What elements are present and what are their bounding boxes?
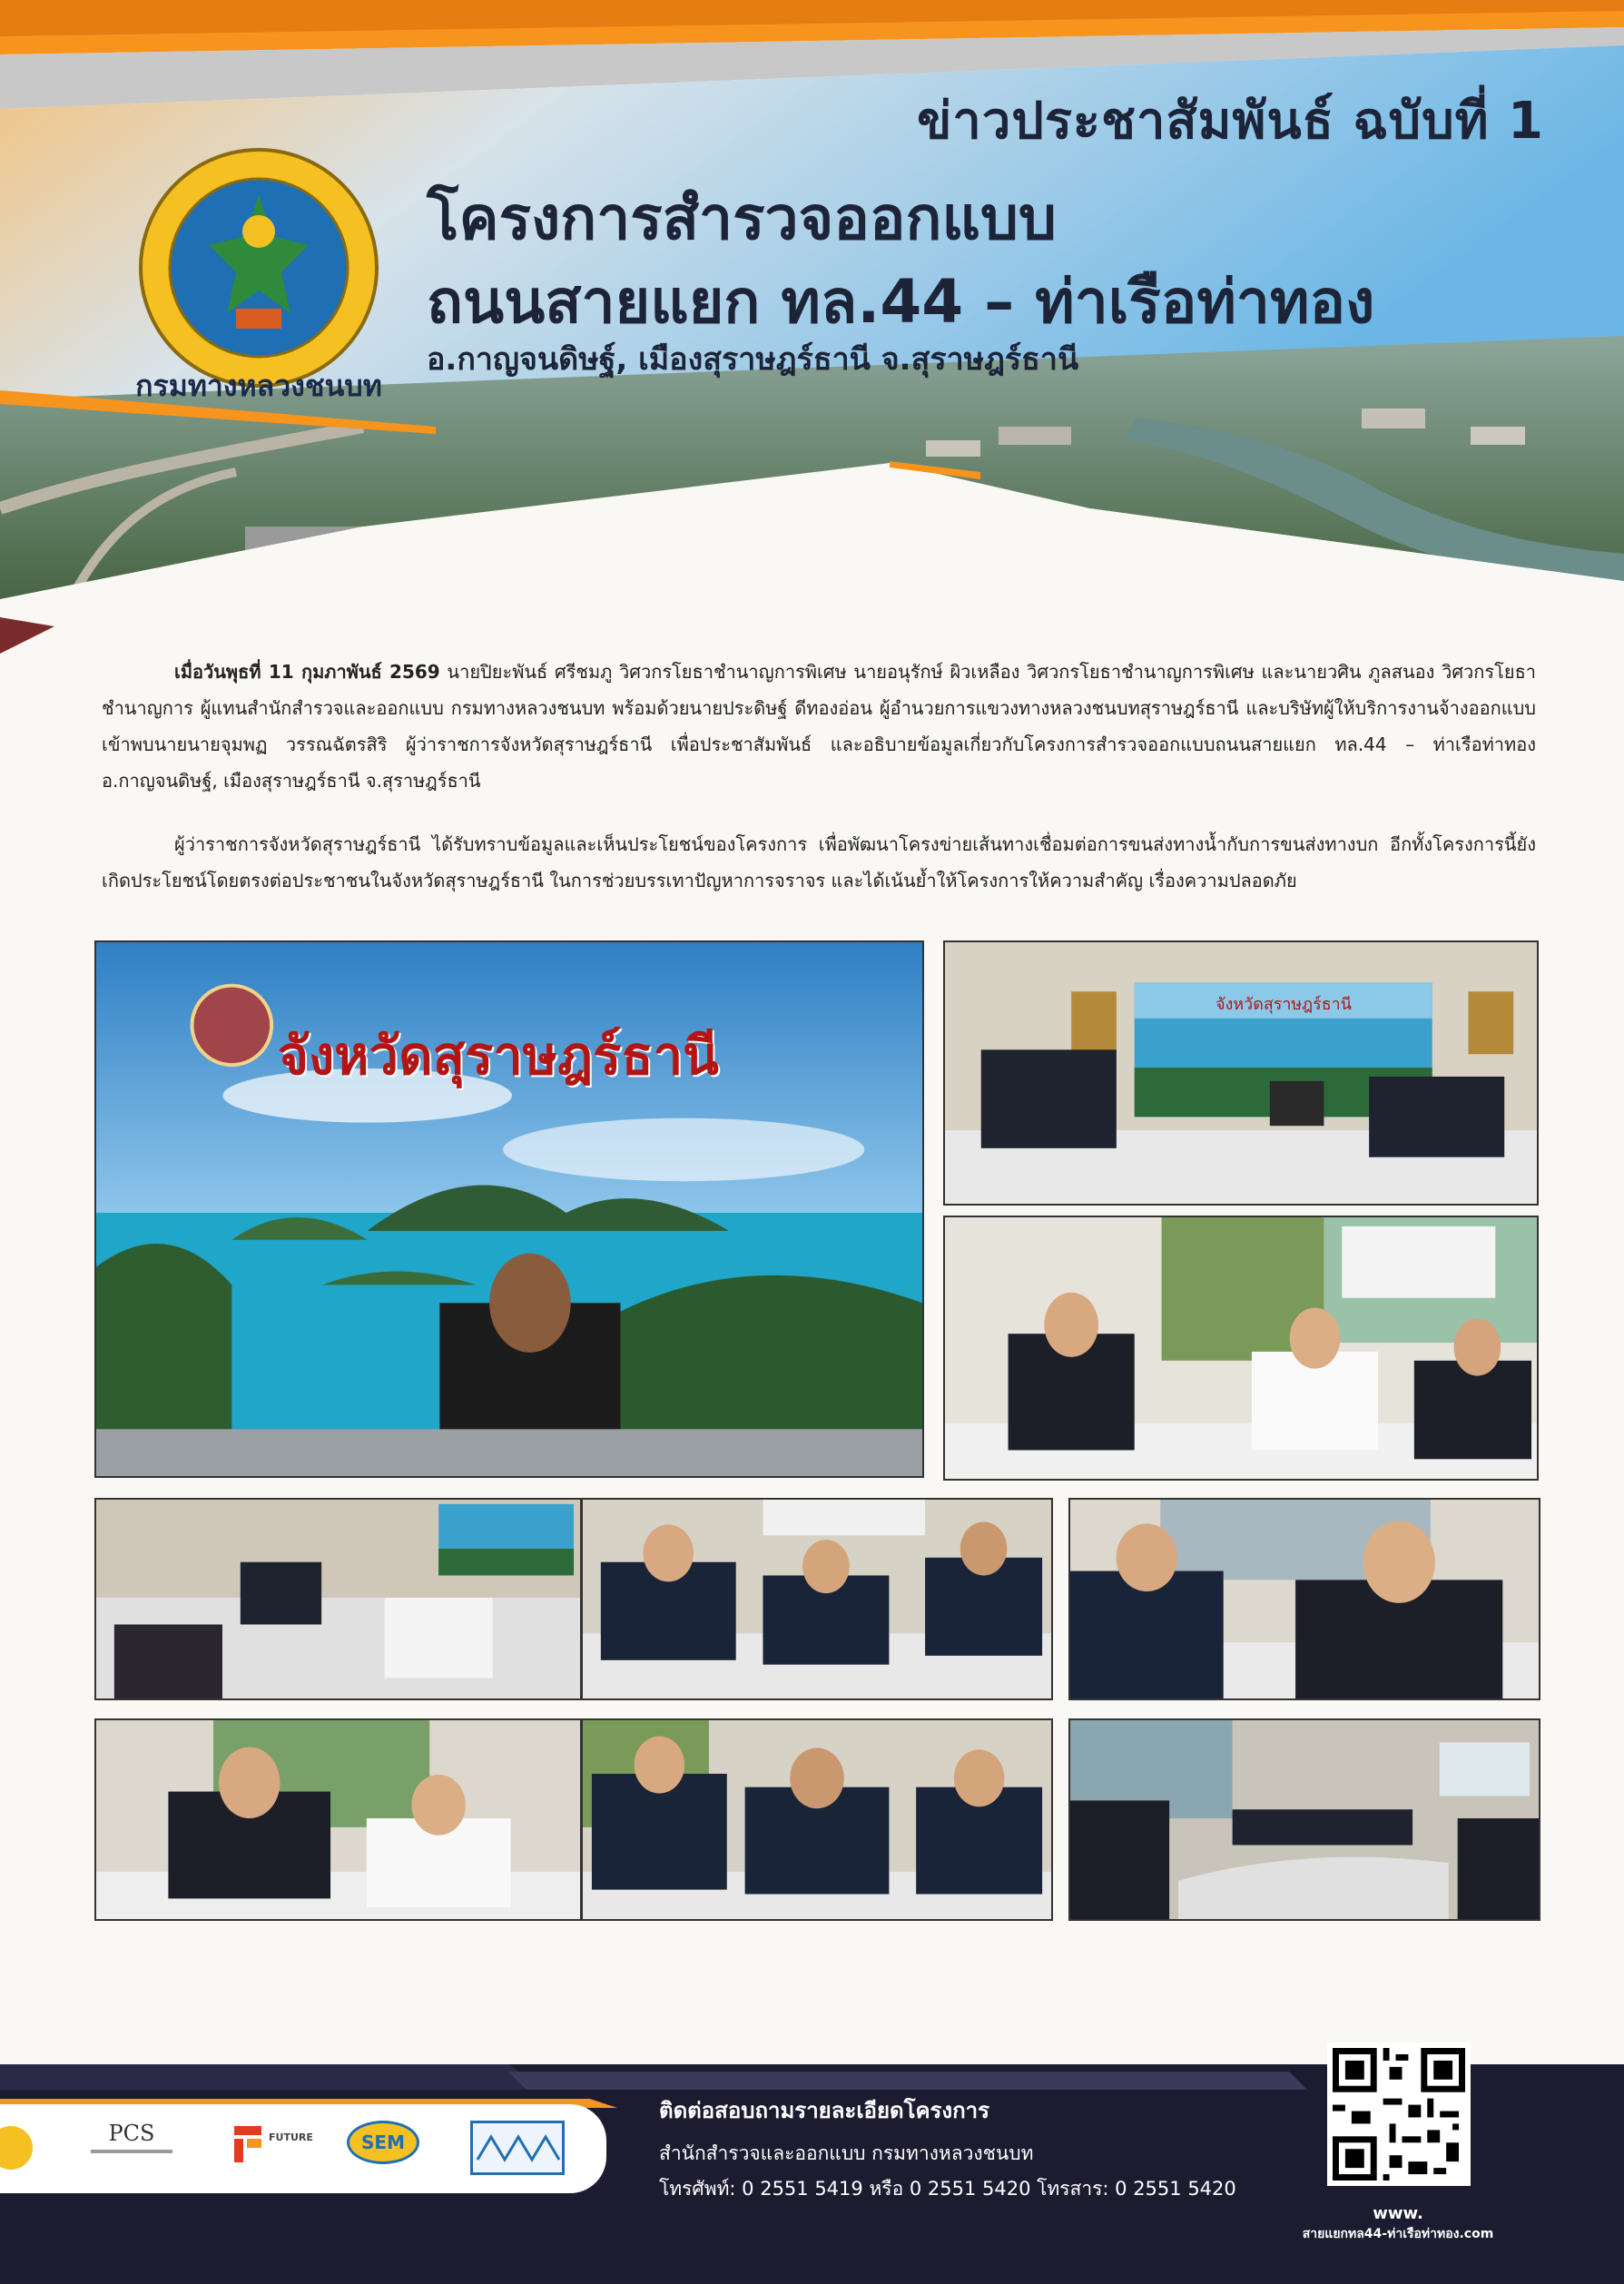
photo-row2-3 [1068, 1498, 1540, 1700]
partner-pcs-text: PCS [108, 2121, 155, 2146]
partner-logo-pcs [82, 2121, 182, 2175]
partner-logo-1 [0, 2121, 36, 2175]
photo-row2-3-scene [1070, 1500, 1539, 1698]
photo-row3-1-scene [96, 1720, 580, 1919]
website-prefix: www. [1373, 2204, 1423, 2223]
drr-seal-logo [136, 145, 381, 390]
photo-row3-2 [581, 1718, 1053, 1921]
project-title-line2: ถนนสายแยก ทล.44 – ท่าเรือท่าทอง [427, 267, 1375, 337]
partner-logo-sem [347, 2121, 421, 2175]
photo-row2-2-scene [583, 1500, 1051, 1698]
photo-officials-seated-scene [945, 1217, 1537, 1479]
photo-meeting-room-wide-scene [945, 942, 1537, 1204]
partner-sem-text: SEM [347, 2121, 419, 2164]
partner-future-text: FUTURE [269, 2131, 313, 2143]
project-location: อ.กาญจนดิษฐ์, เมืองสุราษฎร์ธานี จ.สุราษฎร์ธานี [427, 341, 1079, 378]
photo-row2-1-scene [96, 1500, 580, 1698]
photo-meeting-room-wide [943, 940, 1539, 1206]
photo-row2-2 [581, 1498, 1053, 1700]
contact-phone: โทรศัพท์: 0 2551 5419 หรือ 0 2551 5420 โทรสาร: 0 2551 5420 [659, 2178, 1236, 2200]
photo-governor-video-call [94, 940, 924, 1478]
photo-row3-2-scene [583, 1720, 1051, 1919]
partner-logo-future [234, 2121, 325, 2175]
issue-label: ข่าวประชาสัมพันธ์ ฉบับที่ 1 [917, 92, 1544, 151]
paragraph-1-lead: เมื่อวันพุธที่ 11 กุมภาพันธ์ 2569 [174, 661, 440, 683]
contact-title: ติดต่อสอบถามรายละเอียดโครงการ [659, 2098, 990, 2123]
screen-banner-text: จังหวัดสุราษฎร์ธานี [1216, 995, 1352, 1014]
paragraph-1 [102, 654, 1536, 799]
future-mark-icon [234, 2126, 265, 2162]
paragraph-2: ผู้ว่าราชการจังหวัดสุราษฎร์ธานี ได้รับทราบข้อมูลและเห็นประโยชน์ของโครงการ เพื่อพัฒนาโครงข่ายเส้นทางเชื่อมต่อการขนส่งทางน้ำกับการขนส่งทางบก อีกทั้งโครงการนี้ยังเกิดประโยชน์โดยตรงต่อประชาชนในจังหวัดสุราษฎร์ธานี ในการช่วยบรรเทาปัญหาการจราจร และได้เน้นย้ำให้โครงการให้ความสำคัญ เรื่องความปลอดภัย [102, 833, 1536, 891]
partner-5-pattern-icon [473, 2123, 562, 2172]
photo-row3-3 [1068, 1718, 1540, 1921]
website-url[interactable]: สายแยกทล44-ท่าเรือท่าทอง.com [1302, 2227, 1494, 2241]
contact-org: สำนักสำรวจและออกแบบ กรมทางหลวงชนบท [659, 2142, 1034, 2164]
photo-officials-seated [943, 1216, 1539, 1481]
photo-row3-1 [94, 1718, 582, 1921]
project-title-line1: โครงการสำรวจออกแบบ [427, 183, 1057, 253]
dept-name: กรมทางหลวงชนบท [135, 369, 382, 403]
main-photo-banner: จังหวัดสุราษฎร์ธานี [278, 1025, 719, 1087]
photo-row3-3-scene [1070, 1720, 1539, 1919]
qr-code[interactable] [1327, 2043, 1471, 2186]
qr-code-pattern-icon [1333, 2048, 1465, 2181]
partner-logo-5 [470, 2121, 565, 2175]
paragraph-1-text: นายปิยะพันธ์ ศรีชมภู วิศวกรโยธาชำนาญการพิเศษ นายอนุรักษ์ ผิวเหลือง วิศวกรโยธาชำนาญการพิเศษ และนายวศิน ภูลสนอง วิศวกรโยธาชำนาญการ ผู้แทนสำนักสำรวจและออกแบบ กรมทางหลวงชนบท พร้อมด้วยนายประดิษฐ์ ดีทองอ่อน ผู้อำนวยการแขวงทางหลวงชนบทสุราษฎร์ธานี และบริษัทผู้ให้บริการงานจ้างออกแบบ เข้าพบนายนายจุมพฏ วรรณฉัตรสิริ ผู้ว่าราชการจังหวัดสุราษฎร์ธานี เพื่อประชาสัมพันธ์ และอธิบายข้อมูลเกี่ยวกับโครงการสำรวจออกแบบถนนสายแยก ทล.44 – ท่าเรือท่าทอง อ.กาญจนดิษฐ์, เมืองสุราษฎร์ธานี จ.สุราษฎร์ธานี [102, 661, 1537, 792]
photo-row2-1 [94, 1498, 582, 1700]
header [0, 0, 1624, 654]
